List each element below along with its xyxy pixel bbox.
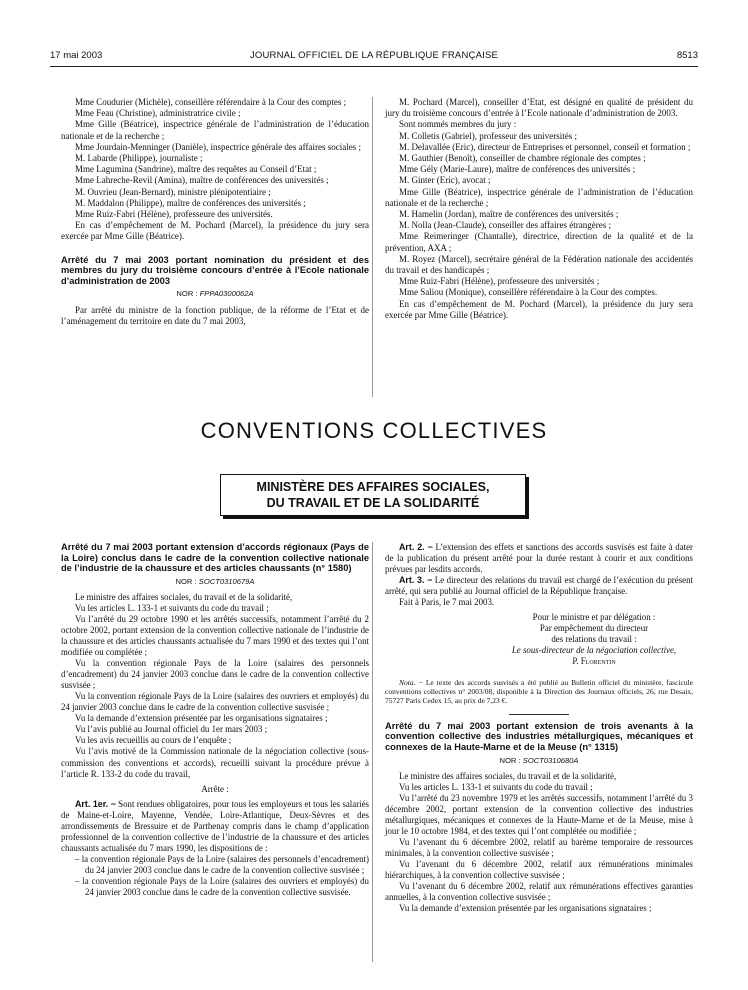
jury-member: M. Colletis (Gabriel), professeur des universités ; <box>399 130 577 141</box>
president-designation: M. Pochard (Marcel), conseiller d’Etat, est désigné en qualité de président du jury du troisième concours d’entrée à l’Ecole nationale d’administration de 2003. <box>385 97 693 119</box>
jury-member: M. Ouvrieu (Jean-Bernard), ministre plénipotentiaire ; <box>75 186 271 197</box>
visa-paragraph: Vu les avis recueillis au cours de l’enquête ; <box>75 735 232 746</box>
article-3 <box>385 575 693 597</box>
jury-member: M. Delavallée (Eric), directeur de Entreprises et personnel, conseil et formation ; <box>399 141 691 152</box>
jury-member: Mme Jourdain-Menninger (Danièle), inspectrice générale des affaires sociales ; <box>75 141 361 152</box>
done-at: Fait à Paris, le 7 mai 2003. <box>399 597 495 608</box>
signature-line: Pour le ministre et par délégation : <box>532 612 656 623</box>
article-label: Art. 1er. − <box>75 798 116 809</box>
visa-paragraph: Vu l’avis publié au Journal officiel du 1er mars 2003 ; <box>75 724 268 735</box>
nor-code: SOCT0310680A <box>522 755 579 765</box>
jury-member: Mme Ruiz-Fabri (Hélène), professeure des universités ; <box>399 276 600 287</box>
article-label: Art. 3. − <box>399 575 433 586</box>
ministry-box <box>220 474 526 516</box>
bottom-right-column <box>385 542 693 914</box>
jury-member: Mme Ruiz-Fabri (Hélène), professeure des universités. <box>75 209 273 220</box>
visa-paragraph: Vu la demande d’extension présentée par les organisations signataires ; <box>399 903 652 914</box>
jury-member: Mme Gille (Béatrice), inspectrice générale de l’administration de l’éducation nationale et de la recherche ; <box>385 186 693 208</box>
jury-member: M. Royez (Marcel), secrétaire général de la Fédération nationale des accidentés du travail et des handicapés ; <box>385 253 693 276</box>
nota-label: Nota. <box>399 677 416 687</box>
nor-label: NOR : <box>176 289 198 299</box>
visa-paragraph: Vu l’avenant du 6 décembre 2002, relatif au barème temporaire de ressources minimales, à la convention collective susvisée ; <box>385 836 693 858</box>
visa-paragraph: Vu l’avenant du 6 décembre 2002, relatif aux rémunérations minimales hiérarchiques, à la convention collective susvisée ; <box>385 858 693 880</box>
nor-reference <box>61 576 369 587</box>
visa-paragraph: Vu l’arrêté du 29 octobre 1990 et les arrêtés successifs, notamment l’arrêté du 2 octobre 2002, portant extension de la convention collective nationale de l’industrie de la chaussure et des articles chaussants actualisée du 7 mars 1990 et des textes qui l’ont modifiée ou complétée ; <box>61 613 369 658</box>
article-1 <box>61 799 369 854</box>
arrete-title: Arrêté du 7 mai 2003 portant extension d’accords régionaux (Pays de la Loire) conclus dans le cadre de la convention collective nationale de l’industrie de la chaussure et des articles chaussants (n° 1580) <box>61 542 369 574</box>
visa-paragraph: Vu l’avenant du 6 décembre 2002, relatif aux rémunérations effectives garanties annuelles, à la convention collective susvisée ; <box>385 881 693 903</box>
column-divider <box>372 542 373 962</box>
section-title: CONVENTIONS COLLECTIVES <box>200 418 548 443</box>
bottom-left-column <box>61 542 369 898</box>
visa-paragraph: Vu l’arrêté du 23 novembre 1979 et les arrêtés successifs, notamment l’arrêté du 3 décembre 2002, portant extension de la convention collective des industries métallurgiques, mécaniques et connexes de la Haute-Marne et de la Meuse, mise à jour le 10 octobre 1984, et des textes qui l’ont complétée ou modifiée ; <box>385 792 693 836</box>
signature-line: Par empêchement du directeur <box>539 623 649 634</box>
jury-member: M. Hamelin (Jordan), maître de conférences des universités ; <box>399 209 619 220</box>
presidency-note: En cas d’empêchement de M. Pochard (Marcel), la présidence du jury sera exercée par Mme Gille (Béatrice). <box>61 220 369 242</box>
jury-member: Mme Reimeringer (Chantalle), directrice, direction de la qualité et de la prévention, AXA ; <box>385 231 693 253</box>
jury-member: M. Gauthier (Benoît), conseiller de chambre régionale des comptes ; <box>399 153 646 164</box>
arrete-intro: Par arrêté du ministre de la fonction publique, de la réforme de l’Etat et de l’aménagement du territoire en date du 7 mai 2003, <box>61 304 369 326</box>
signature-line: des relations du travail : <box>551 634 637 645</box>
top-right-column <box>385 97 693 321</box>
visa-paragraph: Vu la convention régionale Pays de la Loire (salaires des personnels d’encadrement) du 24 janvier 2003 conclue dans le cadre de la convention collective susvisée ; <box>61 658 369 691</box>
column-divider <box>372 97 373 397</box>
nota-text: − Le texte des accords susvisés a été publié au Bulletin officiel du ministère, fascicule conventions collectives n° 2003/08, disponible à la Direction des Journaux officiels, 26, rue Desaix, 75727 Paris Cedex 15, au prix de 7,23 €. <box>385 677 694 706</box>
signatory-name: P. Florentin <box>572 656 616 667</box>
nor-reference <box>385 755 693 766</box>
visa-paragraph: Vu la convention régionale Pays de la Loire (salaires des ouvriers et employés) du 24 janvier 2003 conclue dans le cadre de la convention collective susvisée ; <box>61 691 369 713</box>
nor-reference <box>61 288 369 299</box>
bullet-item: – la convention régionale Pays de la Loire (salaires des ouvriers et employés) du 24 janvier 2003 conclue dans le cadre de la convention collective susvisée. <box>75 876 369 898</box>
arrete-title: Arrêté du 7 mai 2003 portant extension de trois avenants à la convention collective des industries métallurgiques, mécaniques et connexes de la Haute-Marne et de la Meuse (n° 1315) <box>385 720 693 752</box>
signature-title: Le sous-directeur de la négociation collective, <box>511 645 677 656</box>
nor-label: NOR : <box>499 755 521 765</box>
signature-block <box>385 612 693 667</box>
jury-member: M. Maddalon (Philippe), maître de conférences des universités ; <box>75 197 306 208</box>
nor-code: FPPA0300062A <box>199 289 254 299</box>
ministry-line-2: DU TRAVAIL ET DE LA SOLIDARITÉ <box>266 496 480 510</box>
arrete-word: Arrête : <box>201 783 229 794</box>
article-text: L’extension des effets et sanctions des accords susvisés est faite à dater de la publication du présent arrêté pour la durée restant à courir et aux conditions prévues par lesdits accords. <box>385 542 693 575</box>
visa-paragraph: Vu les articles L. 133-1 et suivants du code du travail ; <box>75 602 269 613</box>
header-rule <box>50 66 698 67</box>
jury-member: Mme Feau (Christine), administratrice civile ; <box>75 108 241 119</box>
nota-note <box>385 678 693 706</box>
arrete-title: Arrêté du 7 mai 2003 portant nomination du président et des membres du jury du troisième concours d’entrée à l’Ecole nationale d’administration de 2003 <box>61 254 369 286</box>
jury-member: M. Ginter (Eric), avocat ; <box>399 175 491 186</box>
jury-member: Mme Lahreche-Revil (Amina), maître de conférences des universités ; <box>75 175 329 186</box>
visa-paragraph: Le ministre des affaires sociales, du travail et de la solidarité, <box>75 591 293 602</box>
jury-member: Mme Gély (Marie-Laure), maître de conférences des universités ; <box>399 164 636 175</box>
article-2 <box>385 542 693 575</box>
bullet-item: – la convention régionale Pays de la Loire (salaires des personnels d’encadrement) du 24 janvier 2003 conclue dans le cadre de la convention collective susvisée ; <box>75 853 369 875</box>
jury-member: Mme Lagumina (Sandrine), maître des requêtes au Conseil d’Etat ; <box>75 164 317 175</box>
article-text: Le directeur des relations du travail est chargé de l’exécution du présent arrêté, qui sera publié au Journal officiel de la République française. <box>385 575 693 597</box>
members-heading: Sont nommés membres du jury : <box>399 119 517 130</box>
visa-paragraph: Vu les articles L. 133-1 et suivants du code du travail ; <box>399 781 593 792</box>
jury-member: M. Labarde (Philippe), journaliste ; <box>75 153 203 164</box>
nor-code: SOCT0310679A <box>198 576 255 586</box>
header-page-number: 8513 <box>676 50 698 61</box>
header-title: JOURNAL OFFICIEL DE LA RÉPUBLIQUE FRANÇAISE <box>249 50 499 61</box>
article-text: Sont rendues obligatoires, pour tous les employeurs et tous les salariés de Maine-et-Loire, Mayenne, Vendée, Loire-Atlantique, Deux-Sèvres et des arrondissements de Bressuire et de Parthenay compris dans le champ d’application professionnel de la convention collective de l’industrie de la chaussure et des articles chaussants actualisée du 7 mars 1990, les dispositions de : <box>61 798 370 853</box>
top-left-column <box>61 97 369 327</box>
jury-member: Mme Saliou (Monique), conseillère référendaire à la Cour des comptes. <box>399 287 658 298</box>
visa-paragraph: Vu la demande d’extension présentée par les organisations signataires ; <box>75 713 328 724</box>
nor-label: NOR : <box>175 576 197 586</box>
jury-member: Mme Coudurier (Michèle), conseillère référendaire à la Cour des comptes ; <box>75 97 347 107</box>
presidency-note: En cas d’empêchement de M. Pochard (Marcel), la présidence du jury sera exercée par Mme Gille (Béatrice). <box>385 298 693 320</box>
page-header <box>50 50 698 64</box>
visa-paragraph: Le ministre des affaires sociales, du travail et de la solidarité, <box>399 770 617 781</box>
separator-rule <box>509 714 569 715</box>
jury-member: M. Nolla (Jean-Claude), conseiller des affaires étrangères ; <box>399 220 611 231</box>
ministry-line-1: MINISTÈRE DES AFFAIRES SOCIALES, <box>256 480 490 494</box>
article-label: Art. 2. − <box>399 542 433 552</box>
visa-paragraph: Vu l’avis motivé de la Commission nationale de la négociation collective (sous-commission des conventions et accords), recueilli suivant la procédure prévue à l’article R. 133-2 du code du travail, <box>61 746 369 779</box>
jury-member: Mme Gille (Béatrice), inspectrice générale de l’administration de l’éducation nationale et de la recherche ; <box>61 119 369 141</box>
header-date: 17 mai 2003 <box>50 50 103 61</box>
